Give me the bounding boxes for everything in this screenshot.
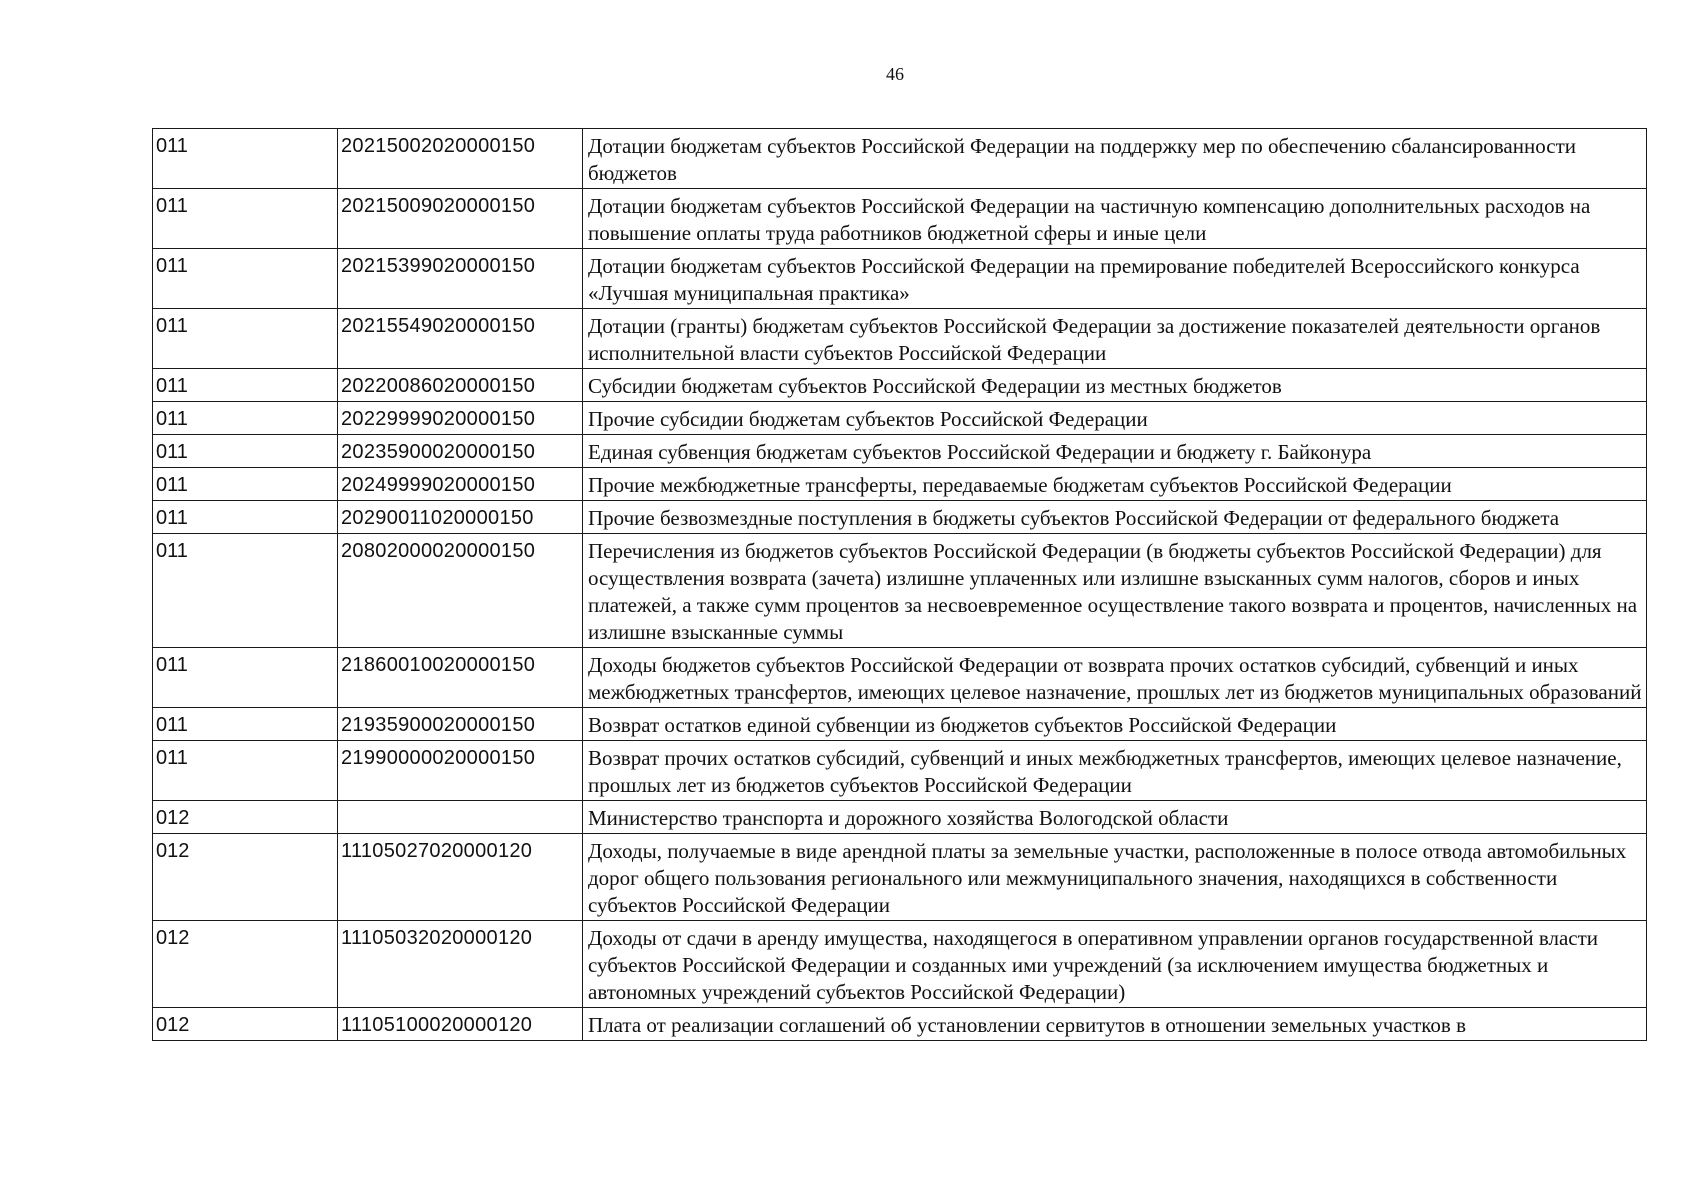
description-cell: Плата от реализации соглашений об установлении сервитутов в отношении земельных участков в xyxy=(583,1008,1647,1041)
revenue-code-cell: 20215549020000150 xyxy=(338,309,583,369)
table-row xyxy=(153,402,1647,435)
description-cell: Прочие межбюджетные трансферты, передаваемые бюджетам субъектов Российской Федерации xyxy=(583,468,1647,501)
description-cell: Прочие безвозмездные поступления в бюджеты субъектов Российской Федерации от федерального бюджета xyxy=(583,501,1647,534)
table-row xyxy=(153,501,1647,534)
admin-code-cell: 011 xyxy=(153,468,338,501)
admin-code-cell: 011 xyxy=(153,249,338,309)
description-cell: Дотации бюджетам субъектов Российской Федерации на частичную компенсацию дополнительных расходов на повышение оплаты труда работников бюджетной сферы и иные цели xyxy=(583,189,1647,249)
admin-code-cell: 011 xyxy=(153,435,338,468)
revenue-code-cell: 11105100020000120 xyxy=(338,1008,583,1041)
revenue-code-cell: 11105032020000120 xyxy=(338,921,583,1008)
description-cell: Министерство транспорта и дорожного хозяйства Вологодской области xyxy=(583,801,1647,834)
page-number: 46 xyxy=(886,64,904,84)
admin-code-cell: 012 xyxy=(153,921,338,1008)
description-cell: Возврат прочих остатков субсидий, субвенций и иных межбюджетных трансфертов, имеющих целевое назначение, прошлых лет из бюджетов субъектов Российской Федерации xyxy=(583,741,1647,801)
revenue-code-cell: 20249999020000150 xyxy=(338,468,583,501)
revenue-code-cell: 20802000020000150 xyxy=(338,534,583,648)
revenue-code-cell: 20220086020000150 xyxy=(338,369,583,402)
table-body xyxy=(153,129,1647,1041)
table-row xyxy=(153,708,1647,741)
revenue-code-cell: 20215002020000150 xyxy=(338,129,583,189)
admin-code-cell: 011 xyxy=(153,534,338,648)
revenue-code-cell: 20290011020000150 xyxy=(338,501,583,534)
description-cell: Субсидии бюджетам субъектов Российской Федерации из местных бюджетов xyxy=(583,369,1647,402)
table-row xyxy=(153,249,1647,309)
admin-code-cell: 011 xyxy=(153,648,338,708)
revenue-code-cell: 20215009020000150 xyxy=(338,189,583,249)
description-cell: Перечисления из бюджетов субъектов Российской Федерации (в бюджеты субъектов Российской Федерации) для осуществления возврата (зачета) излишне уплаченных или излишне взысканных сумм налогов, сборов и иных платежей, а также сумм процентов за несвоевременное осуществление такого возврата и процентов, начисленных на излишне взысканные суммы xyxy=(583,534,1647,648)
admin-code-cell: 012 xyxy=(153,1008,338,1041)
table-row xyxy=(153,741,1647,801)
revenue-code-cell: 20235900020000150 xyxy=(338,435,583,468)
description-cell: Возврат остатков единой субвенции из бюджетов субъектов Российской Федерации xyxy=(583,708,1647,741)
description-cell: Прочие субсидии бюджетам субъектов Российской Федерации xyxy=(583,402,1647,435)
admin-code-cell: 011 xyxy=(153,741,338,801)
table-row xyxy=(153,129,1647,189)
description-cell: Дотации бюджетам субъектов Российской Федерации на поддержку мер по обеспечению сбалансированности бюджетов xyxy=(583,129,1647,189)
description-cell: Дотации (гранты) бюджетам субъектов Российской Федерации за достижение показателей деятельности органов исполнительной власти субъектов Российской Федерации xyxy=(583,309,1647,369)
table-row xyxy=(153,534,1647,648)
table-row xyxy=(153,1008,1647,1041)
admin-code-cell: 011 xyxy=(153,402,338,435)
admin-code-cell: 011 xyxy=(153,708,338,741)
admin-code-cell: 011 xyxy=(153,309,338,369)
admin-code-cell: 011 xyxy=(153,189,338,249)
revenue-code-cell xyxy=(338,801,583,834)
table-row xyxy=(153,648,1647,708)
table-row xyxy=(153,468,1647,501)
revenue-code-cell: 21935900020000150 xyxy=(338,708,583,741)
table-row xyxy=(153,369,1647,402)
admin-code-cell: 011 xyxy=(153,369,338,402)
description-cell: Доходы, получаемые в виде арендной платы за земельные участки, расположенные в полосе отвода автомобильных дорог общего пользования регионального или межмуниципального значения, находящихся в собственности субъектов Российской Федерации xyxy=(583,834,1647,921)
table-row xyxy=(153,309,1647,369)
description-cell: Доходы от сдачи в аренду имущества, находящегося в оперативном управлении органов государственной власти субъектов Российской Федерации и созданных ими учреждений (за исключением имущества бюджетных и автономных учреждений субъектов Российской Федерации) xyxy=(583,921,1647,1008)
admin-code-cell: 012 xyxy=(153,834,338,921)
revenue-code-cell: 21990000020000150 xyxy=(338,741,583,801)
admin-code-cell: 011 xyxy=(153,501,338,534)
table-row xyxy=(153,921,1647,1008)
description-cell: Дотации бюджетам субъектов Российской Федерации на премирование победителей Всероссийского конкурса «Лучшая муниципальная практика» xyxy=(583,249,1647,309)
description-cell: Доходы бюджетов субъектов Российской Федерации от возврата прочих остатков субсидий, субвенций и иных межбюджетных трансфертов, имеющих целевое назначение, прошлых лет из бюджетов муниципальных образований xyxy=(583,648,1647,708)
table-row xyxy=(153,834,1647,921)
admin-code-cell: 011 xyxy=(153,129,338,189)
description-cell: Единая субвенция бюджетам субъектов Российской Федерации и бюджету г. Байконура xyxy=(583,435,1647,468)
table-row xyxy=(153,435,1647,468)
table-row xyxy=(153,801,1647,834)
revenue-code-cell: 20229999020000150 xyxy=(338,402,583,435)
table-row xyxy=(153,189,1647,249)
revenue-code-cell: 11105027020000120 xyxy=(338,834,583,921)
revenue-code-cell: 20215399020000150 xyxy=(338,249,583,309)
admin-code-cell: 012 xyxy=(153,801,338,834)
revenue-code-cell: 21860010020000150 xyxy=(338,648,583,708)
revenue-codes-table xyxy=(152,128,1646,1041)
